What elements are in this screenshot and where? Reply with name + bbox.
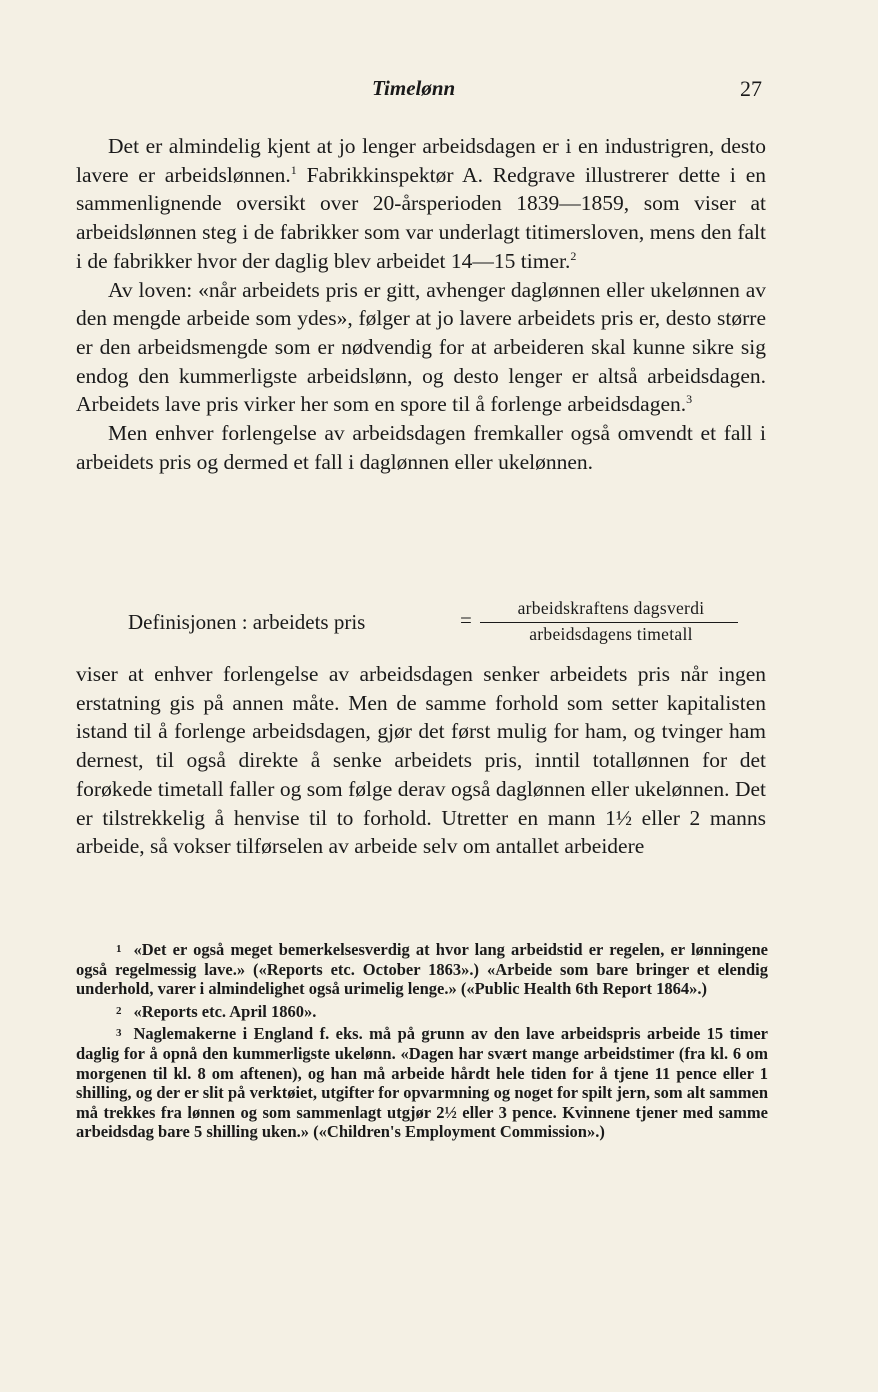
footnote-2: [76, 1002, 768, 1022]
paragraph-2-text: Av loven: «når arbeidets pris er gitt, avhenger daglønnen eller ukelønnen av den mengde arbeide som ydes», følger at jo lavere arbeidets pris er, desto større er den arbeidsmengde som er nødvendig for at arbeideren skal kunne sikre sig endog den kummerligste arbeidslønn, og desto lenger er altså arbeidsdagen. Arbeidets lave pris virker her som en spore til å forlenge arbeidsdagen.: [76, 277, 766, 417]
page-number: 27: [740, 76, 762, 101]
running-title: Timelønn: [372, 76, 456, 100]
footnote-ref-2: 2: [570, 248, 577, 263]
fraction-bar: [480, 622, 738, 623]
formula: [128, 598, 768, 648]
footnote-1: [76, 940, 768, 999]
footnote-2-text: «Reports etc. April 1860».: [133, 1001, 317, 1021]
footnote-ref-3: 3: [686, 392, 693, 407]
paragraph-4: viser at enhver forlengelse av arbeidsdagen senker arbeidets pris når ingen erstatning gis på annen måte. Men de samme forhold som setter kapitalisten istand til å forlenge arbeidsdagen, gjør det først mulig for ham, og tvinger ham dernest, til også direkte å senke arbeidets pris, inntil totallønnen for det forøkede timetall faller og som følge derav også daglønnen eller ukelønnen. Det er tilstrekkelig å henvise til to forhold. Utretter en mann 1½ eller 2 manns arbeide, så vokser tilførselen av arbeide selv om antallet arbeidere: [76, 662, 766, 859]
formula-label: Definisjonen : arbeidets pris: [128, 610, 366, 634]
footnote-3: [76, 1024, 768, 1142]
paragraph-3: Men enhver forlengelse av arbeidsdagen fremkaller også omvendt et fall i arbeidets pris og dermed et fall i daglønnen eller ukelønnen.: [76, 421, 766, 474]
footnote-3-mark: 3: [116, 1027, 122, 1040]
page-header: [0, 76, 878, 106]
footnote-1-text: «Det er også meget bemerkelsesverdig at hvor lang arbeidstid er regelen, er lønningene også regelmessig lave.» («Reports etc. October 1863».) «Arbeide som bare bringer et elendig underhold, varer i almindelighet også urimelig lenge.» («Public Health 6th Report 1864».): [76, 940, 768, 999]
footnotes: [76, 940, 768, 1145]
paragraph-1-text-b: Fabrikkinspektør A. Redgrave illustrerer dette i en sammenlignende oversikt over 20-årsperioden 1839—1859, som viser at arbeidslønnen steg i de fabrikker som var underlagt titimersloven, mens den falt i de fabrikker hvor der daglig blev arbeidet 14—15 timer.: [76, 162, 766, 273]
paragraph-1-text-a: Det er almindelig kjent at jo lenger arbeidsdagen er i en industrigren, desto lavere er arbeidslønnen.: [76, 134, 766, 187]
formula-equals: =: [460, 608, 472, 632]
formula-denominator: arbeidsdagens timetall: [529, 624, 693, 644]
footnote-1-mark: 1: [116, 943, 122, 955]
paragraph-1: [76, 132, 766, 276]
footnote-2-mark: 2: [116, 1004, 122, 1017]
footnote-ref-1: 1: [290, 162, 297, 177]
main-text-lower: [76, 660, 766, 861]
main-text-upper: [76, 132, 766, 476]
formula-numerator: arbeidskraftens dagsverdi: [517, 598, 705, 618]
footnote-3-text: Naglemakerne i England f. eks. må på grunn av den lave arbeidspris arbeide 15 timer daglig for å opnå den kummerligste ukelønn. «Dagen har svært mange arbeidstimer (fra kl. 6 om morgenen til kl. 8 om aftenen), og han må arbeide hårdt hele tiden for å tjene 11 pence eller 1 shilling, og der er slit på verktøiet, utgifter for opvarmning og noget for spilt jern, som alt sammen må trekkes fra lønnen og som sammenlagt utgjør 2½ eller 3 pence. Kvinnene tjener med samme arbeidsdag bare 5 shilling uken.» («Children's Employment Commission».): [76, 1024, 768, 1142]
paragraph-2: [76, 276, 766, 420]
